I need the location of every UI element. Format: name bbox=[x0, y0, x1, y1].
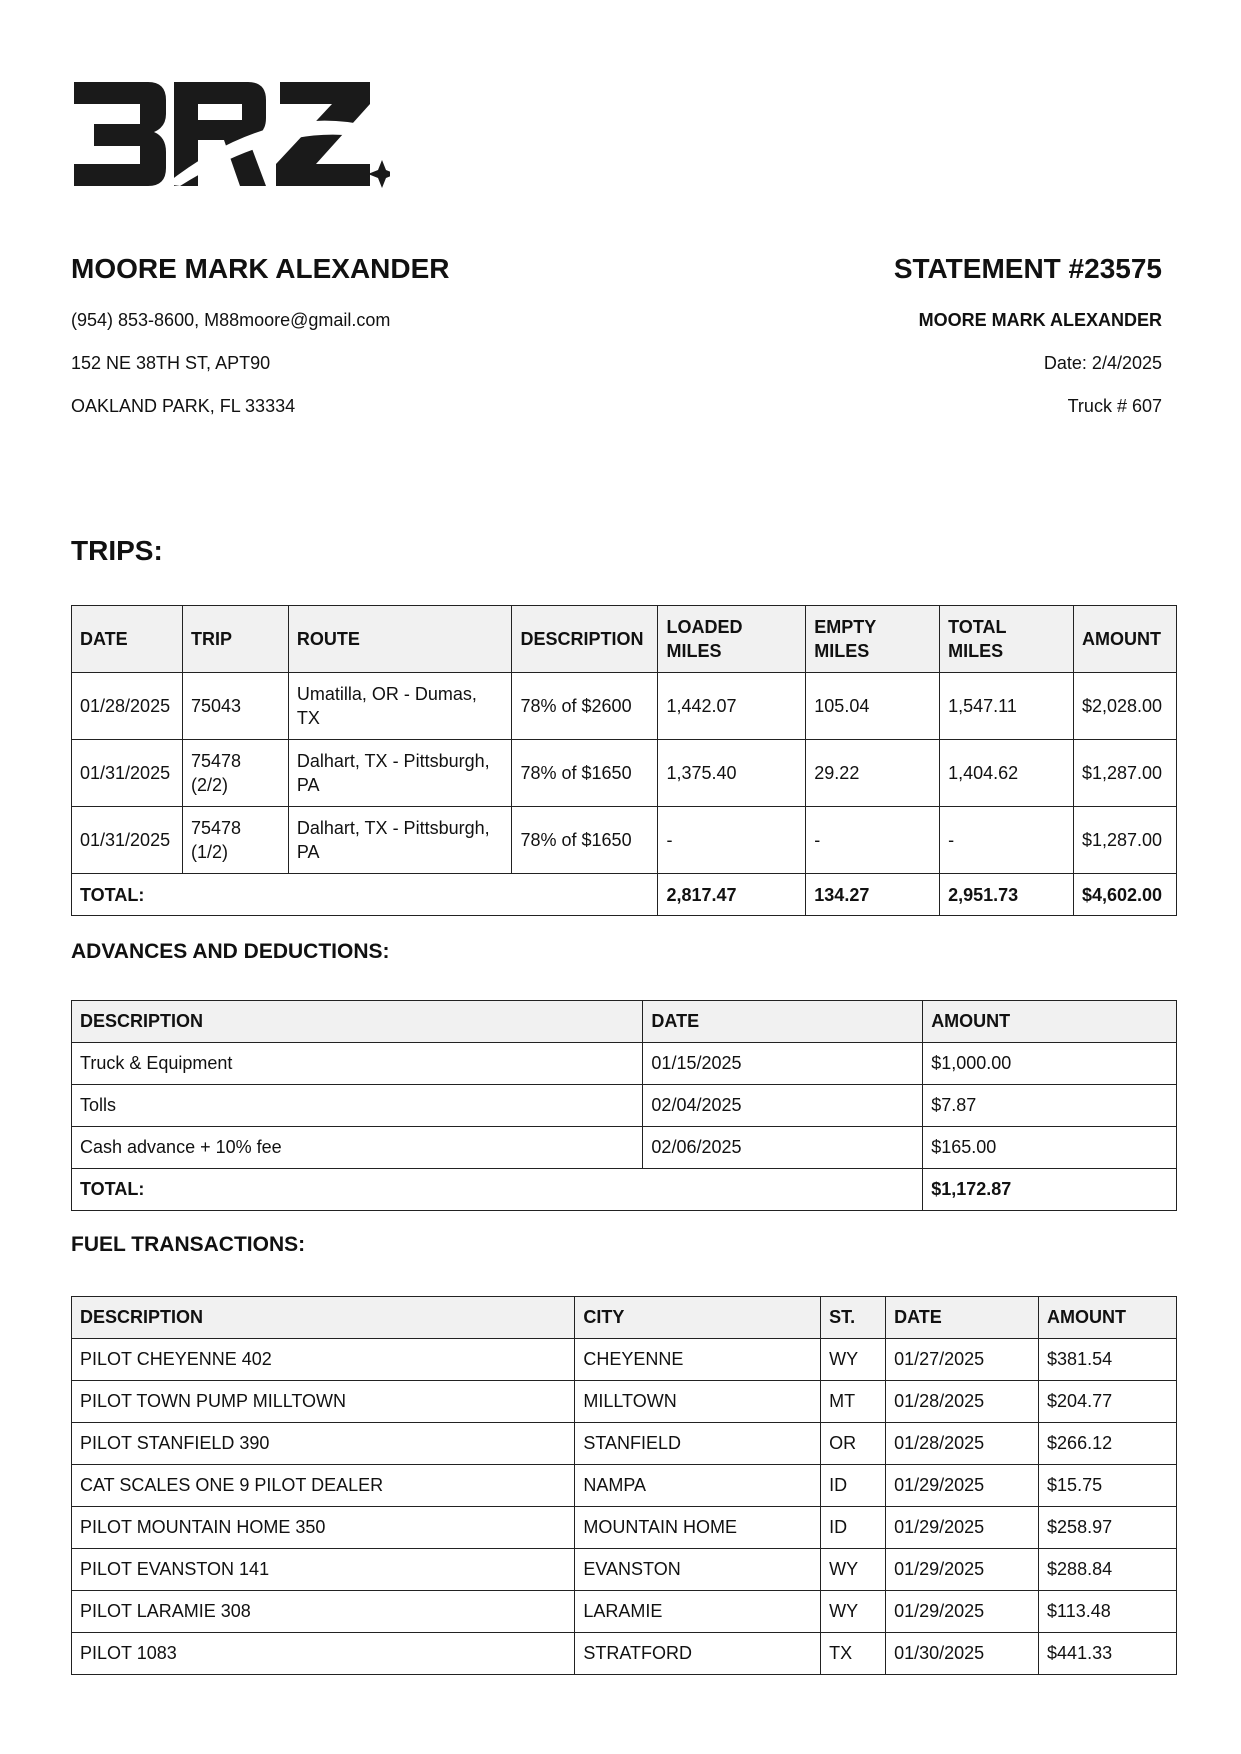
table-row bbox=[72, 1339, 1177, 1381]
fuel-description: PILOT TOWN PUMP MILLTOWN bbox=[72, 1381, 575, 1423]
fuel-amount: $266.12 bbox=[1039, 1423, 1177, 1465]
fuel-city: CHEYENNE bbox=[575, 1339, 821, 1381]
advance-date: 02/04/2025 bbox=[643, 1085, 923, 1127]
col-trip: TRIP bbox=[182, 606, 288, 673]
advances-total-label: TOTAL: bbox=[72, 1169, 923, 1211]
fuel-state: ID bbox=[821, 1507, 886, 1549]
trips-heading: TRIPS: bbox=[71, 535, 163, 566]
fuel-city: LARAMIE bbox=[575, 1591, 821, 1633]
trip-date: 01/31/2025 bbox=[72, 740, 183, 807]
fuel-city: NAMPA bbox=[575, 1465, 821, 1507]
col-amount: AMOUNT bbox=[1039, 1297, 1177, 1339]
trip-route: Umatilla, OR - Dumas, TX bbox=[288, 673, 512, 740]
fuel-date: 01/29/2025 bbox=[886, 1507, 1039, 1549]
fuel-amount: $288.84 bbox=[1039, 1549, 1177, 1591]
table-row bbox=[72, 1127, 1177, 1169]
col-description: DESCRIPTION bbox=[512, 606, 658, 673]
fuel-description: CAT SCALES ONE 9 PILOT DEALER bbox=[72, 1465, 575, 1507]
fuel-amount: $441.33 bbox=[1039, 1633, 1177, 1675]
fuel-date: 01/29/2025 bbox=[886, 1549, 1039, 1591]
fuel-city: MOUNTAIN HOME bbox=[575, 1507, 821, 1549]
col-date: DATE bbox=[72, 606, 183, 673]
trip-loaded-miles: - bbox=[658, 807, 806, 874]
fuel-state: MT bbox=[821, 1381, 886, 1423]
col-amount: AMOUNT bbox=[923, 1001, 1177, 1043]
col-state: ST. bbox=[821, 1297, 886, 1339]
col-description: DESCRIPTION bbox=[72, 1297, 575, 1339]
trip-id: 75043 bbox=[182, 673, 288, 740]
col-empty-miles: EMPTY MILES bbox=[806, 606, 940, 673]
trip-loaded-miles: 1,375.40 bbox=[658, 740, 806, 807]
fuel-date: 01/29/2025 bbox=[886, 1465, 1039, 1507]
statement-title: STATEMENT #23575 bbox=[893, 253, 1162, 284]
trip-total-miles: 1,547.11 bbox=[940, 673, 1074, 740]
fuel-city: STANFIELD bbox=[575, 1423, 821, 1465]
statement-date: Date: 2/4/2025 bbox=[1043, 352, 1162, 373]
advance-amount: $165.00 bbox=[923, 1127, 1177, 1169]
col-description: DESCRIPTION bbox=[72, 1001, 643, 1043]
fuel-description: PILOT CHEYENNE 402 bbox=[72, 1339, 575, 1381]
col-total-miles: TOTAL MILES bbox=[940, 606, 1074, 673]
truck-number: Truck # 607 bbox=[1067, 395, 1162, 416]
table-row bbox=[72, 807, 1177, 874]
table-row bbox=[72, 1633, 1177, 1675]
driver-name: MOORE MARK ALEXANDER bbox=[71, 253, 450, 284]
trip-route: Dalhart, TX - Pittsburgh, PA bbox=[288, 740, 512, 807]
fuel-date: 01/28/2025 bbox=[886, 1423, 1039, 1465]
trip-id: 75478 (2/2) bbox=[182, 740, 288, 807]
table-row bbox=[72, 1423, 1177, 1465]
driver-address-line1: 152 NE 38TH ST, APT90 bbox=[71, 352, 271, 373]
advance-date: 02/06/2025 bbox=[643, 1127, 923, 1169]
fuel-heading: FUEL TRANSACTIONS: bbox=[71, 1233, 306, 1256]
table-row bbox=[72, 1043, 1177, 1085]
fuel-amount: $258.97 bbox=[1039, 1507, 1177, 1549]
trips-total-loaded: 2,817.47 bbox=[658, 874, 806, 916]
fuel-description: PILOT STANFIELD 390 bbox=[72, 1423, 575, 1465]
advance-description: Tolls bbox=[72, 1085, 643, 1127]
trips-header-row bbox=[72, 606, 1177, 673]
trip-route: Dalhart, TX - Pittsburgh, PA bbox=[288, 807, 512, 874]
trips-table bbox=[71, 605, 1177, 916]
fuel-amount: $15.75 bbox=[1039, 1465, 1177, 1507]
trip-date: 01/28/2025 bbox=[72, 673, 183, 740]
driver-contact: (954) 853-8600, M88moore@gmail.com bbox=[71, 309, 391, 330]
fuel-description: PILOT EVANSTON 141 bbox=[72, 1549, 575, 1591]
company-logo bbox=[70, 80, 390, 190]
table-row bbox=[72, 1549, 1177, 1591]
fuel-header-row bbox=[72, 1297, 1177, 1339]
col-route: ROUTE bbox=[288, 606, 512, 673]
trips-total-row bbox=[72, 874, 1177, 916]
col-date: DATE bbox=[886, 1297, 1039, 1339]
fuel-description: PILOT 1083 bbox=[72, 1633, 575, 1675]
fuel-date: 01/29/2025 bbox=[886, 1591, 1039, 1633]
statement-info bbox=[602, 252, 1162, 439]
trips-total-miles: 2,951.73 bbox=[940, 874, 1074, 916]
fuel-amount: $204.77 bbox=[1039, 1381, 1177, 1423]
trip-empty-miles: 105.04 bbox=[806, 673, 940, 740]
col-city: CITY bbox=[575, 1297, 821, 1339]
driver-address-line2: OAKLAND PARK, FL 33334 bbox=[71, 395, 296, 416]
trip-date: 01/31/2025 bbox=[72, 807, 183, 874]
trip-id: 75478 (1/2) bbox=[182, 807, 288, 874]
fuel-state: TX bbox=[821, 1633, 886, 1675]
advance-amount: $7.87 bbox=[923, 1085, 1177, 1127]
trip-amount: $1,287.00 bbox=[1073, 740, 1176, 807]
table-row bbox=[72, 740, 1177, 807]
trip-description: 78% of $1650 bbox=[512, 740, 658, 807]
fuel-city: MILLTOWN bbox=[575, 1381, 821, 1423]
trip-empty-miles: - bbox=[806, 807, 940, 874]
table-row bbox=[72, 1591, 1177, 1633]
fuel-state: WY bbox=[821, 1339, 886, 1381]
advances-total-row bbox=[72, 1169, 1177, 1211]
advances-header-row bbox=[72, 1001, 1177, 1043]
advances-heading: ADVANCES AND DEDUCTIONS: bbox=[71, 940, 390, 963]
fuel-description: PILOT LARAMIE 308 bbox=[72, 1591, 575, 1633]
fuel-state: WY bbox=[821, 1591, 886, 1633]
advance-date: 01/15/2025 bbox=[643, 1043, 923, 1085]
table-row bbox=[72, 1381, 1177, 1423]
trip-description: 78% of $2600 bbox=[512, 673, 658, 740]
driver-info bbox=[71, 252, 631, 439]
fuel-date: 01/28/2025 bbox=[886, 1381, 1039, 1423]
fuel-date: 01/27/2025 bbox=[886, 1339, 1039, 1381]
advance-description: Truck & Equipment bbox=[72, 1043, 643, 1085]
table-row bbox=[72, 673, 1177, 740]
trip-loaded-miles: 1,442.07 bbox=[658, 673, 806, 740]
trip-description: 78% of $1650 bbox=[512, 807, 658, 874]
advances-total-amount: $1,172.87 bbox=[923, 1169, 1177, 1211]
trip-total-miles: 1,404.62 bbox=[940, 740, 1074, 807]
fuel-city: STRATFORD bbox=[575, 1633, 821, 1675]
advances-table bbox=[71, 1000, 1177, 1211]
fuel-state: WY bbox=[821, 1549, 886, 1591]
trips-total-amount: $4,602.00 bbox=[1073, 874, 1176, 916]
fuel-amount: $113.48 bbox=[1039, 1591, 1177, 1633]
table-row bbox=[72, 1085, 1177, 1127]
trips-total-empty: 134.27 bbox=[806, 874, 940, 916]
fuel-date: 01/30/2025 bbox=[886, 1633, 1039, 1675]
trip-total-miles: - bbox=[940, 807, 1074, 874]
advance-amount: $1,000.00 bbox=[923, 1043, 1177, 1085]
table-row bbox=[72, 1507, 1177, 1549]
advance-description: Cash advance + 10% fee bbox=[72, 1127, 643, 1169]
fuel-city: EVANSTON bbox=[575, 1549, 821, 1591]
col-date: DATE bbox=[643, 1001, 923, 1043]
fuel-state: ID bbox=[821, 1465, 886, 1507]
fuel-table bbox=[71, 1296, 1177, 1675]
trip-empty-miles: 29.22 bbox=[806, 740, 940, 807]
col-amount: AMOUNT bbox=[1073, 606, 1176, 673]
trip-amount: $1,287.00 bbox=[1073, 807, 1176, 874]
col-loaded-miles: LOADED MILES bbox=[658, 606, 806, 673]
statement-name: MOORE MARK ALEXANDER bbox=[918, 309, 1162, 330]
fuel-state: OR bbox=[821, 1423, 886, 1465]
table-row bbox=[72, 1465, 1177, 1507]
trips-total-label: TOTAL: bbox=[72, 874, 658, 916]
fuel-amount: $381.54 bbox=[1039, 1339, 1177, 1381]
fuel-description: PILOT MOUNTAIN HOME 350 bbox=[72, 1507, 575, 1549]
trip-amount: $2,028.00 bbox=[1073, 673, 1176, 740]
